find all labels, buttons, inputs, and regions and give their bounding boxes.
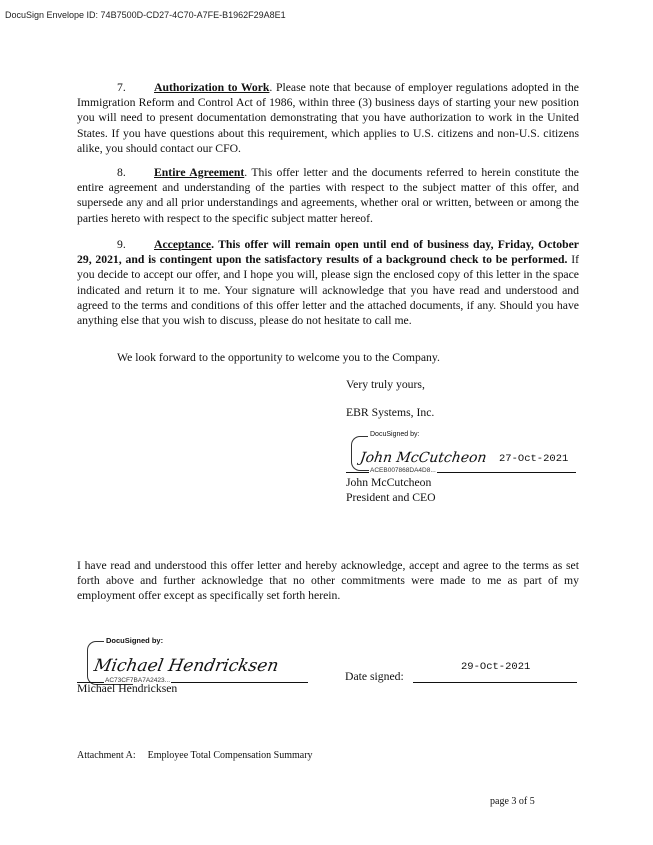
docusigned-label: DocuSigned by: xyxy=(370,431,420,438)
company-name: EBR Systems, Inc. xyxy=(346,406,435,419)
employee-signature-image xyxy=(92,650,281,678)
page-number: page 3 of 5 xyxy=(490,796,535,807)
attachment-title: Employee Total Compensation Summary xyxy=(147,750,313,761)
section-body: . This offer letter and the documents referred to herein constitute the entire agreement and understanding of the parties with respect to the subject matter of this offer, and supersede any and all prior understandings and agreements, whether oral or written, between or among the parties hereto with respect to the specific subject matter hereof. xyxy=(77,166,579,225)
signer-name: John McCutcheon xyxy=(346,476,432,489)
date-signed-label: Date signed: xyxy=(345,670,404,683)
section-heading: Acceptance xyxy=(154,238,212,251)
attachment-label: Attachment A: xyxy=(77,750,136,761)
section-heading: Authorization to Work xyxy=(154,81,270,94)
company-signature-text: John McCutcheon xyxy=(358,450,488,466)
attachment-reference xyxy=(77,750,313,761)
closing-sentence: We look forward to the opportunity to welcome you to the Company. xyxy=(117,351,440,364)
docusign-envelope-id: DocuSign Envelope ID: 74B7500D-CD27-4C70-A7FE-B1962F29A8E1 xyxy=(5,10,286,20)
signer-title: President and CEO xyxy=(346,491,436,504)
date-line xyxy=(413,682,577,683)
section-heading: Entire Agreement xyxy=(154,166,245,179)
docusign-id: AC73CF7BA7A2423... xyxy=(105,677,171,684)
section-7-paragraph xyxy=(77,80,579,156)
section-body: If you decide to accept our offer, and I hope you will, please sign the enclosed copy of this letter in the space indicated and return it to me. Your signature will acknowledge that you have read and understood and agreed to the terms and conditions of this offer letter and the attached documents, if any. Should you have anything else that you wish to discuss, please do not hesitate to call me. xyxy=(77,253,579,328)
section-number: 8. xyxy=(117,166,126,179)
section-number: 7. xyxy=(117,81,126,94)
section-8-paragraph xyxy=(77,165,579,226)
employee-name: Michael Hendricksen xyxy=(77,682,178,695)
section-body: . Please note that because of employer regulations adopted in the Immigration Reform and Control Act of 1986, within three (3) business days of starting your new position you will need to present documentation demonstrating that you have authorization to work in the United States. If you have questions about this requirement, which applies to U.S. citizens and non-U.S. citizens alike, you should contact our CFO. xyxy=(77,81,579,155)
company-signature-date: 27-Oct-2021 xyxy=(499,453,569,465)
valediction: Very truly yours, xyxy=(346,378,425,391)
employee-signature-date: 29-Oct-2021 xyxy=(461,661,531,673)
section-9-paragraph xyxy=(77,237,579,328)
section-bold-text: . This offer will remain open until end of business day, Friday, October 29, 2021, and is contingent upon the satisfactory results of a background check to be performed. xyxy=(77,238,579,267)
company-signature-image xyxy=(358,444,488,468)
docusigned-label: DocuSigned by: xyxy=(106,636,164,645)
employee-signature-text: Michael Hendricksen xyxy=(92,656,281,676)
section-number: 9. xyxy=(117,238,126,251)
docusign-id: ACEB007868DA4D8... xyxy=(370,467,436,474)
acknowledgment-paragraph: I have read and understood this offer letter and hereby acknowledge, accept and agree to the terms as set forth above and further acknowledge that no other commitments were made to me as part of my employment offer except as specifically set forth herein. xyxy=(77,559,579,603)
